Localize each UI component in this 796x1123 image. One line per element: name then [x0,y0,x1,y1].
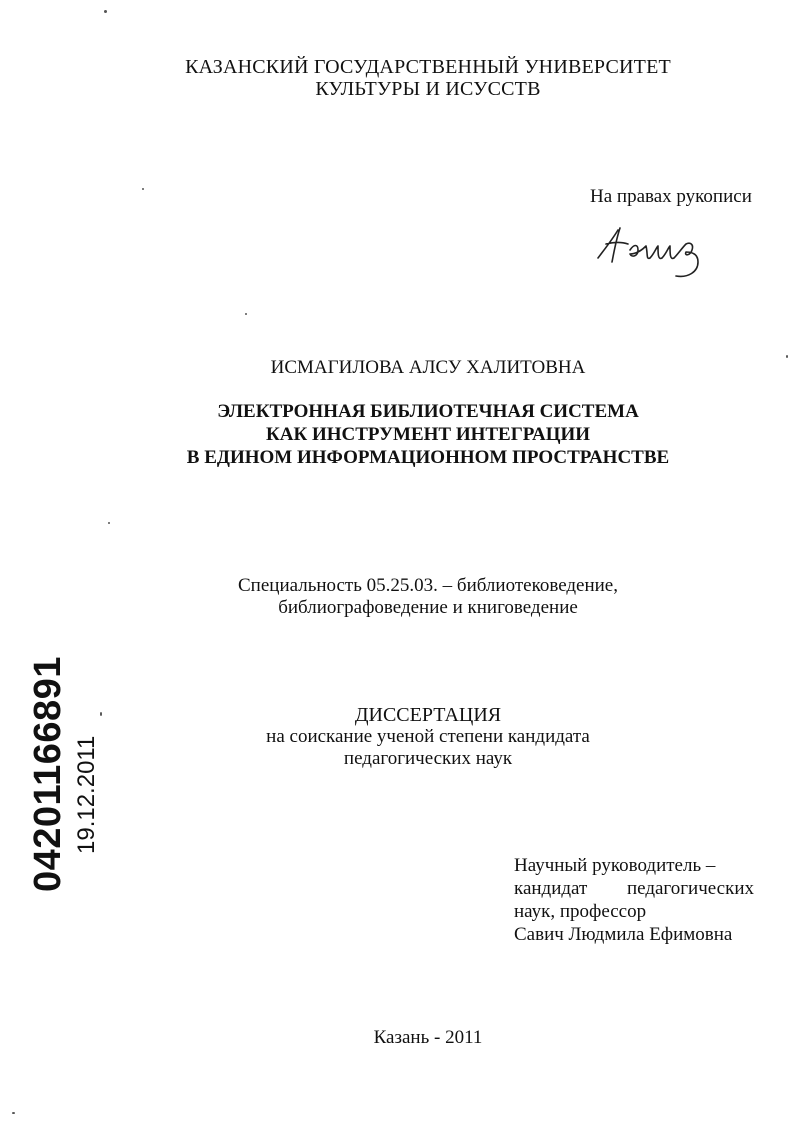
specialty-block [30,575,796,619]
supervisor-block [514,854,754,946]
stamp-date: 19.12.2011 [73,735,100,854]
title-line-3: В ЕДИНОМ ИНФОРМАЦИОННОМ ПРОСТРАНСТВЕ [186,447,670,468]
manuscript-note: На правах рукописи [590,186,752,207]
scan-speck [142,188,144,190]
dissertation-block [30,704,796,770]
city-year: Казань - 2011 [373,1027,483,1048]
library-stamp [27,656,100,892]
supervisor-name: Савич Людмила Ефимовна [514,924,733,945]
scan-speck [104,10,107,13]
handwritten-signature [590,214,720,284]
scan-speck [12,1112,15,1114]
title-line-1: ЭЛЕКТРОННАЯ БИБЛИОТЕЧНАЯ СИСТЕМА [217,401,639,422]
dissertation-line-1: на соискание ученой степени кандидата [266,726,590,747]
supervisor-line-1: Научный руководитель – [514,855,716,876]
dissertation-line-2: педагогических наук [343,748,513,769]
supervisor-degree: кандидат [514,878,588,899]
scan-speck [100,712,102,716]
specialty-line-2: библиографоведение и книговедение [278,597,578,618]
dissertation-heading: ДИССЕРТАЦИЯ [354,704,502,726]
specialty-line-1: Специальность 05.25.03. – библиотековедение, [238,575,618,596]
dissertation-title [30,400,796,469]
supervisor-line-2 [514,877,754,900]
author-name: ИСМАГИЛОВА АЛСУ ХАЛИТОВНА [270,357,586,378]
university-line-1: КАЗАНСКИЙ ГОСУДАРСТВЕННЫЙ УНИВЕРСИТЕТ [185,56,671,78]
supervisor-field: педагогических [626,878,754,899]
supervisor-line-3: наук, профессор [514,901,647,922]
title-line-2: КАК ИНСТРУМЕНТ ИНТЕГРАЦИИ [265,424,591,445]
university-header [30,56,796,100]
university-line-2: КУЛЬТУРЫ И ИСУССТВ [315,78,541,100]
scan-speck [245,313,247,315]
stamp-number: 04201166891 [27,656,69,892]
scan-speck [786,355,788,358]
scan-speck [108,522,110,524]
